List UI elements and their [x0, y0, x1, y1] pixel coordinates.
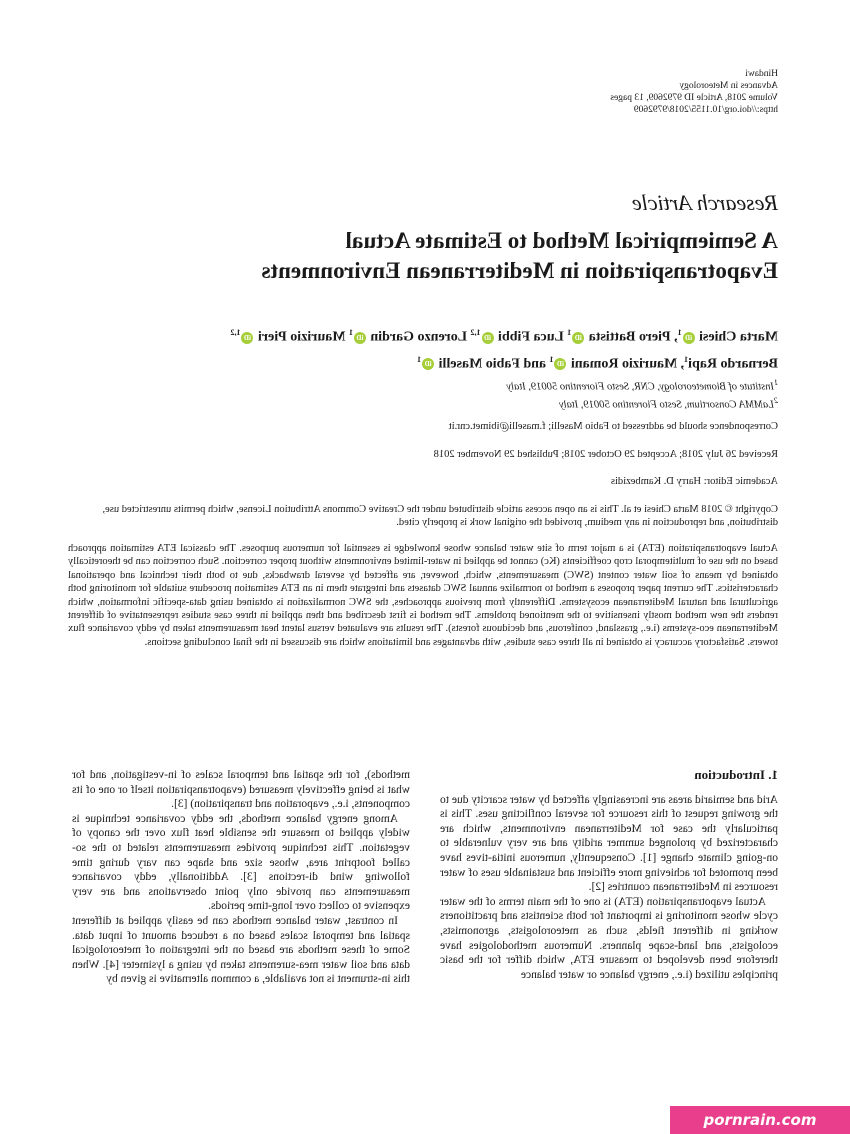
affiliation-2 [506, 394, 778, 412]
author-affil-sup: 1 [567, 328, 572, 337]
affiliation-1 [506, 376, 778, 394]
author-list [58, 322, 778, 375]
author-name[interactable]: Bernardo Rapi [688, 356, 778, 372]
watermark-badge[interactable]: pornrain.com [670, 1106, 850, 1134]
author-and: and [523, 356, 546, 372]
author-name[interactable]: Lorenzo Gardin [370, 329, 468, 345]
author-affil-sup: 1,2 [470, 328, 481, 337]
correspondence: Correspondence should be addressed to Fabio Maselli; f.maselli@ibimet.cnr.it [448, 421, 778, 432]
paper-title [58, 226, 778, 286]
paragraph: Actual evapotranspiration (ETA) is one of the main terms of the water cycle whose monitoring is important for both scientists and practitioners working in different fields, such as meteorologists, agronomists, ecologists, and land-scape planners. Numerous methodologies have therefore been developed to measure ETA, which differ for the basic principles utilized (i.e., energy balance or water balance [440, 895, 778, 981]
author-name[interactable]: Luca Fibbi [498, 329, 564, 345]
paragraph: Among energy balance methods, the eddy covariance technique is widely applied to measure the sensible heat flux over the canopy of vegetation. This technique provides measurements related to the so-called footprint area, whose size and shape can vary during time following wind di-rections [3]. Additionally, eddy covariance measurements can provide only point observations and are very expensive to collect over long-time periods. [72, 812, 410, 913]
orcid-icon[interactable]: iD [482, 332, 494, 344]
left-column [440, 768, 778, 982]
author-line-2: Bernardo Rapi$^1$, Maurizio Romani $iD^1$ and Fabio Maselli $iD^1$ [417, 354, 778, 372]
author-name[interactable]: Maurizio Romani [571, 356, 678, 372]
journal-name: Advances in Meteorology [679, 81, 778, 91]
author-line-1: Marta Chiesi $iD^1$, Piero Battista $iD^1$ Luca Fibbi iD$^{1,2}$ Lorenzo Gardin $iD^1$ Maurizio Pieri iD$^{1,2}$ [230, 328, 778, 345]
affil-sup: 1 [774, 378, 778, 387]
paragraph: Arid and semiarid areas are increasingly affected by water scarcity due to the growing request of this resource for several conflicting uses. This is particularly the case for Mediterranean environments, which are characterized by prolonged summer aridity and are very vulnerable to on-going climate change [1]. Consequently, numerous initia-tives have been promoted for achieving more efficient and sustainable uses of water resources in Mediterranean countries [2]. [440, 793, 778, 894]
volume-info: Volume 2018, Article ID 9792609, 13 pages [610, 93, 778, 103]
right-column [72, 768, 410, 987]
section-heading: 1. Introduction [694, 767, 778, 782]
publisher-name: Hindawi [745, 69, 778, 79]
paragraph: In contrast, water balance methods can be easily applied at different spatial and temporal scales based on a reduced amount of input data. Some of these methods are based on the integration of meteorological data and soil water mea-surements taken by using a lysimeter [4]. When this in-strument is not available, a common alternative is given by [72, 914, 410, 986]
affil-text: Institute of Biometeorology, CNR, Sesto Fiorentino 50019, Italy [506, 381, 774, 393]
author-name[interactable]: Marta Chiesi [699, 329, 778, 345]
orcid-icon[interactable]: iD [354, 332, 366, 344]
paragraph: methods), for the spatial and temporal scales of in-vestigation, and for what is being effectively measured (evapotranspiration itself or one of its components, i.e., evaporation and transpiration) [3]. [72, 769, 410, 811]
author-affil-sup: 1 [677, 328, 682, 337]
author-name[interactable]: Fabio Maselli [438, 356, 520, 372]
author-affil-sup: 1 [417, 354, 422, 364]
affiliations [506, 376, 778, 411]
publication-dates: Received 26 July 2018; Accepted 29 October 2018; Published 29 November 2018 [433, 449, 778, 460]
affil-text: LaMMA Consortium, Sesto Fiorentino 50019, Italy [559, 399, 774, 410]
article-type: Research Article [631, 190, 778, 215]
orcid-icon[interactable]: iD [555, 358, 567, 370]
journal-header [610, 68, 778, 116]
author-name[interactable]: Piero Battista [588, 329, 671, 345]
title-line-1: A Semiempirical Method to Estimate Actual [345, 228, 778, 253]
author-affil-sup: 1 [684, 354, 689, 364]
affil-sup: 2 [774, 395, 778, 405]
orcid-icon[interactable]: iD [422, 358, 434, 370]
author-name[interactable]: Maurizio Pieri [257, 329, 346, 345]
author-affil-sup: 1,2 [230, 328, 241, 337]
author-affil-sup: 1 [549, 354, 554, 364]
orcid-icon[interactable]: iD [241, 332, 253, 344]
orcid-icon[interactable]: iD [683, 332, 695, 344]
doi-link[interactable]: https://doi.org/10.1155/2018/9792609 [633, 105, 778, 115]
title-line-2: Evapotranspiration in Mediterranean Environments [261, 258, 778, 283]
author-affil-sup: 1 [348, 328, 353, 337]
copyright-notice: Copyright © 2018 Marta Chiesi et al. This is an open access article distributed under the Creative Commons Attribution License, which permits unrestricted use, distribution, and reproduction in any medium, provided the original work is properly cited. [102, 504, 778, 528]
abstract: Actual evapotranspiration (ETA) is a major term of site water balance whose knowledge is essential for numerous purposes. The classical ETA estimation approach based on the use of multitemporal crop coefficients (Kc) cannot be applied in water-limited environments without proper correction. Such correction can be theoretically obtained by means of soil water content (SWC) measurements, which, however, are affected by several drawbacks, due to both their technical and operational characteristics. The current paper proposes a method to normalize annual SWC datasets and integrate them in an ETA estimation procedure suitable for monitoring both agricultural and natural Mediterranean ecosystems. Differently from previous approaches, the SWC normalization is obtained using data-specific information, which renders the new method mostly insensitive to the mentioned problems. The method is first described and then applied in three case studies representative of different Mediterranean eco-systems (i.e., grassland, coniferous, and deciduous forests). The results are evaluated versus latent heat measurements taken by eddy covariance flux towers. Satisfactory accuracy is obtained in all three case studies, with advantages and limitations which are discussed in the final concluding sections. [68, 543, 778, 648]
academic-editor: Academic Editor: Harry D. Kambezidis [610, 476, 778, 487]
orcid-icon[interactable]: iD [572, 332, 584, 344]
